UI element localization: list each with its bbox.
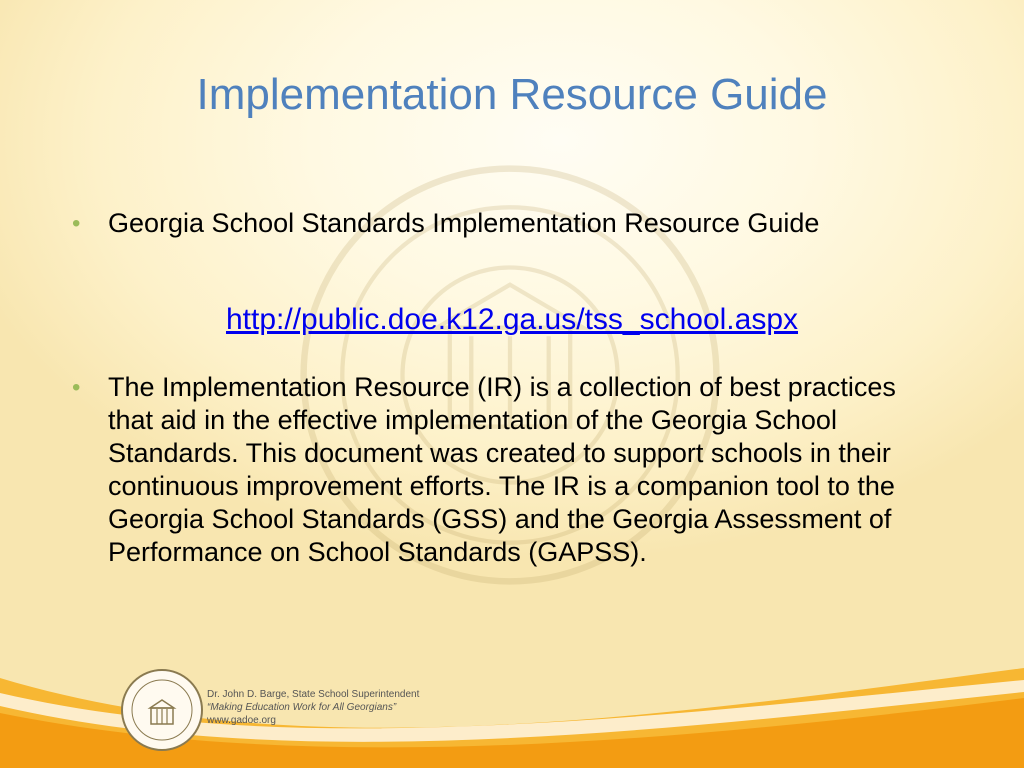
slide-title: Implementation Resource Guide xyxy=(196,70,828,119)
footer-credits xyxy=(207,688,419,727)
resource-link-row xyxy=(0,303,1024,337)
department-of-education-seal-icon xyxy=(120,668,204,752)
bullet-text: The Implementation Resource (IR) is a collection of best practices that aid in the effective implementation of the Georgia School Standards. This document was created to support schools in their continuous improvement efforts. The IR is a companion tool to the Georgia School Standards (GSS) and the Georgia Assessment of Performance on School Standards (GAPSS). xyxy=(108,372,896,567)
footer-slogan: “Making Education Work for All Georgians” xyxy=(207,702,397,713)
resource-link[interactable]: http://public.doe.k12.ga.us/tss_school.aspx xyxy=(225,303,799,336)
footer-superintendent: Dr. John D. Barge, State School Superintendent xyxy=(207,689,420,700)
bullet-item xyxy=(72,371,938,569)
bullet-text: Georgia School Standards Implementation Resource Guide xyxy=(108,208,820,238)
bullet-dot-icon: • xyxy=(72,210,81,237)
footer-website: www.gadoe.org xyxy=(207,715,276,726)
bullet-item xyxy=(72,207,938,240)
bullet-dot-icon: • xyxy=(72,374,81,401)
